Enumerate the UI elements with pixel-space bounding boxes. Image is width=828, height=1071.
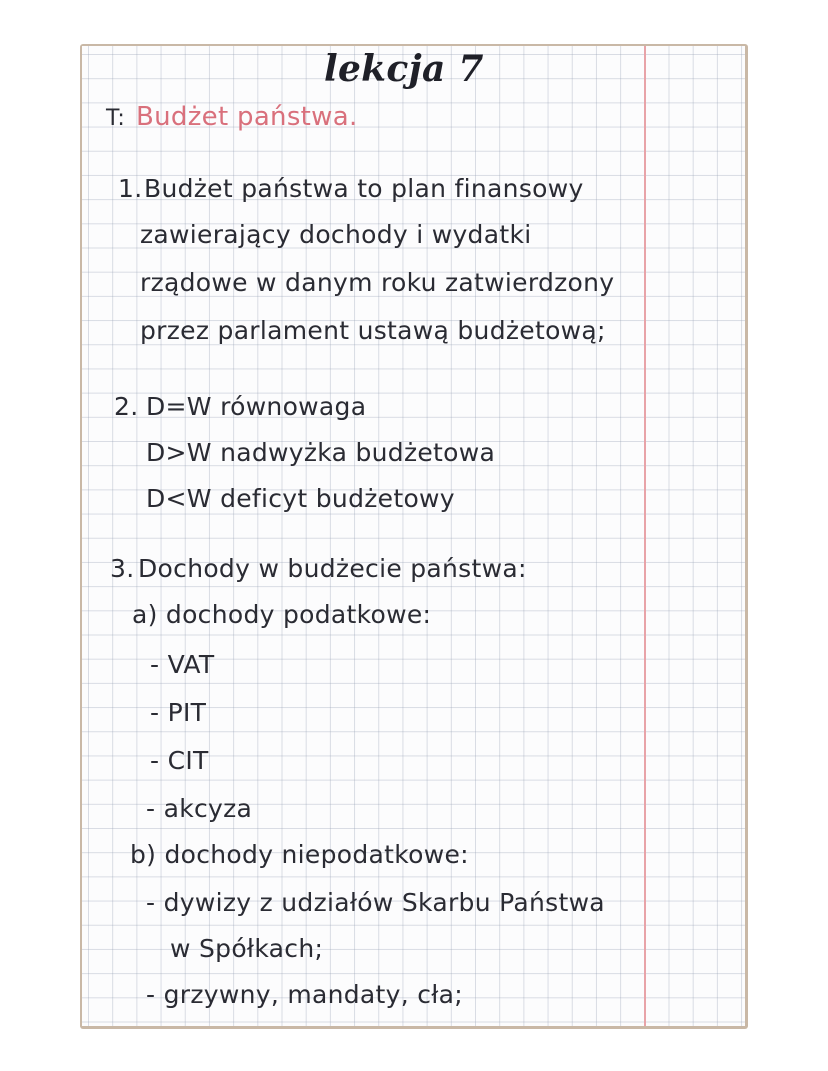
section-1-line-1: Budżet państwa to plan finansowy [144,174,584,203]
section-3-item-dywidendy: - dywizy z udziałów Skarbu Państwa [146,888,605,917]
section-2-line-2: D>W nadwyżka budżetowa [146,438,496,467]
section-3-number: 3. [110,554,135,583]
section-3-item-cit: - CIT [150,746,209,775]
topic-text: Budżet państwa. [136,102,358,132]
section-3-item-pit: - PIT [150,698,207,727]
page-title: lekcja 7 [324,48,484,90]
section-3-item-dywidendy-cont: w Spółkach; [170,934,324,963]
notebook-page [82,46,745,1026]
section-1-line-3: rządowe w danym roku zatwierdzony [140,268,615,297]
section-3-item-akcyza: - akcyza [146,794,253,823]
section-2-line-3: D<W deficyt budżetowy [146,484,455,513]
section-3-item-grzywny: - grzywny, mandaty, cła; [146,980,464,1009]
section-3-subheading-a: a) dochody podatkowe: [132,600,432,629]
section-3-item-vat: - VAT [150,650,215,679]
section-1-line-2: zawierający dochody i wydatki [140,220,532,249]
section-3-subheading-b: b) dochody niepodatkowe: [130,840,469,869]
section-2-line-1: D=W równowaga [146,392,367,421]
section-2-number: 2. [114,392,139,421]
section-1-line-4: przez parlament ustawą budżetową; [140,316,606,345]
margin-line [644,46,646,1026]
topic-label: T: [106,106,126,131]
section-1-number: 1. [118,174,143,203]
section-3-heading: Dochody w budżecie państwa: [138,554,527,583]
